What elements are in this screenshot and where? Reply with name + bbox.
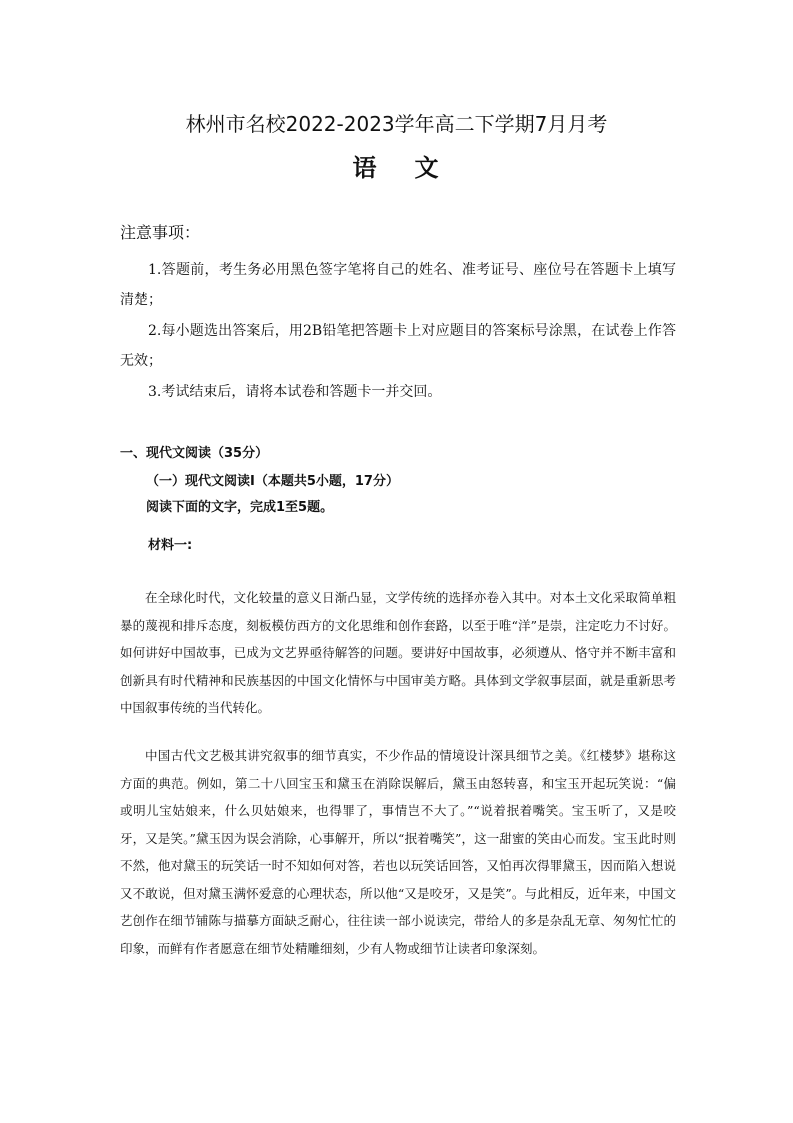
notice-item-3: 3.考试结束后，请将本试卷和答题卡一并交回。 [148, 384, 442, 400]
section-heading: 一、现代文阅读（35分） [120, 446, 269, 461]
notice-heading: 注意事项： [120, 223, 201, 242]
body-paragraph-2: 中国古代文艺极其讲究叙事的细节真实，不少作品的情境设计深具细节之美。《红楼梦》堪称这方面的典范。例如，第二十八回宝玉和黛玉在消除误解后，黛玉由怒转喜，和宝玉开起玩笑说：“偏或明儿宝姑娘来，什么贝姑娘来，也得罪了，事情岂不大了。”“说着抿着嘴笑。宝玉听了，又是咬牙，又是笑。”黛玉因为误会消除，心事解开，所以“抿着嘴笑”，这一甜蜜的笑由心而发。宝玉此时则不然，他对黛玉的玩笑话一时不知如何对答，若也以玩笑话回答，又怕再次得罪黛玉，因而陷入想说又不敢说，但对黛玉满怀爱意的心理状态，所以他“又是咬牙，又是笑”。与此相反，近年来，中国文艺创作在细节铺陈与描摹方面缺乏耐心，往往读一部小说读完，带给人的多是杂乱无章、匆匆忙忙的印象，而鲜有作者愿意在细节处精雕细刻，少有人物或细节让读者印象深刻。 [120, 748, 676, 956]
exam-title: 林州市名校2022-2023学年高二下学期7月月考 [185, 112, 608, 136]
body-paragraph-1: 在全球化时代，文化较量的意义日渐凸显，文学传统的选择亦卷入其中。对本土文化采取简单粗暴的蔑视和排斥态度，刻板模仿西方的文化思维和创作套路，以至于唯“洋”是崇，注定吃力不讨好。如何讲好中国故事，已成为文艺界亟待解答的问题。要讲好中国故事，必须遵从、恪守并不断丰富和创新具有时代精神和民族基因的中国文化情怀与中国审美方略。具体到文学叙事层面，就是重新思考中国叙事传统的当代转化。 [120, 590, 676, 715]
subject-title [0, 152, 793, 184]
subsection-heading: （一）现代文阅读Ⅰ（本题共5小题，17分） [146, 474, 399, 489]
material-label: 材料一: [148, 538, 193, 553]
notice-item-2: 2.每小题选出答案后，用2B铅笔把答题卡上对应题目的答案标号涂黑，在试卷上作答无效； [120, 323, 676, 369]
reading-instruction: 阅读下面的文字，完成1至5题。 [146, 500, 334, 515]
subject-char-2: 文 [414, 154, 441, 182]
subject-char-1: 语 [352, 154, 379, 182]
notice-item-1: 1.答题前，考生务必用黑色签字笔将自己的姓名、准考证号、座位号在答题卡上填写清楚； [120, 262, 676, 308]
